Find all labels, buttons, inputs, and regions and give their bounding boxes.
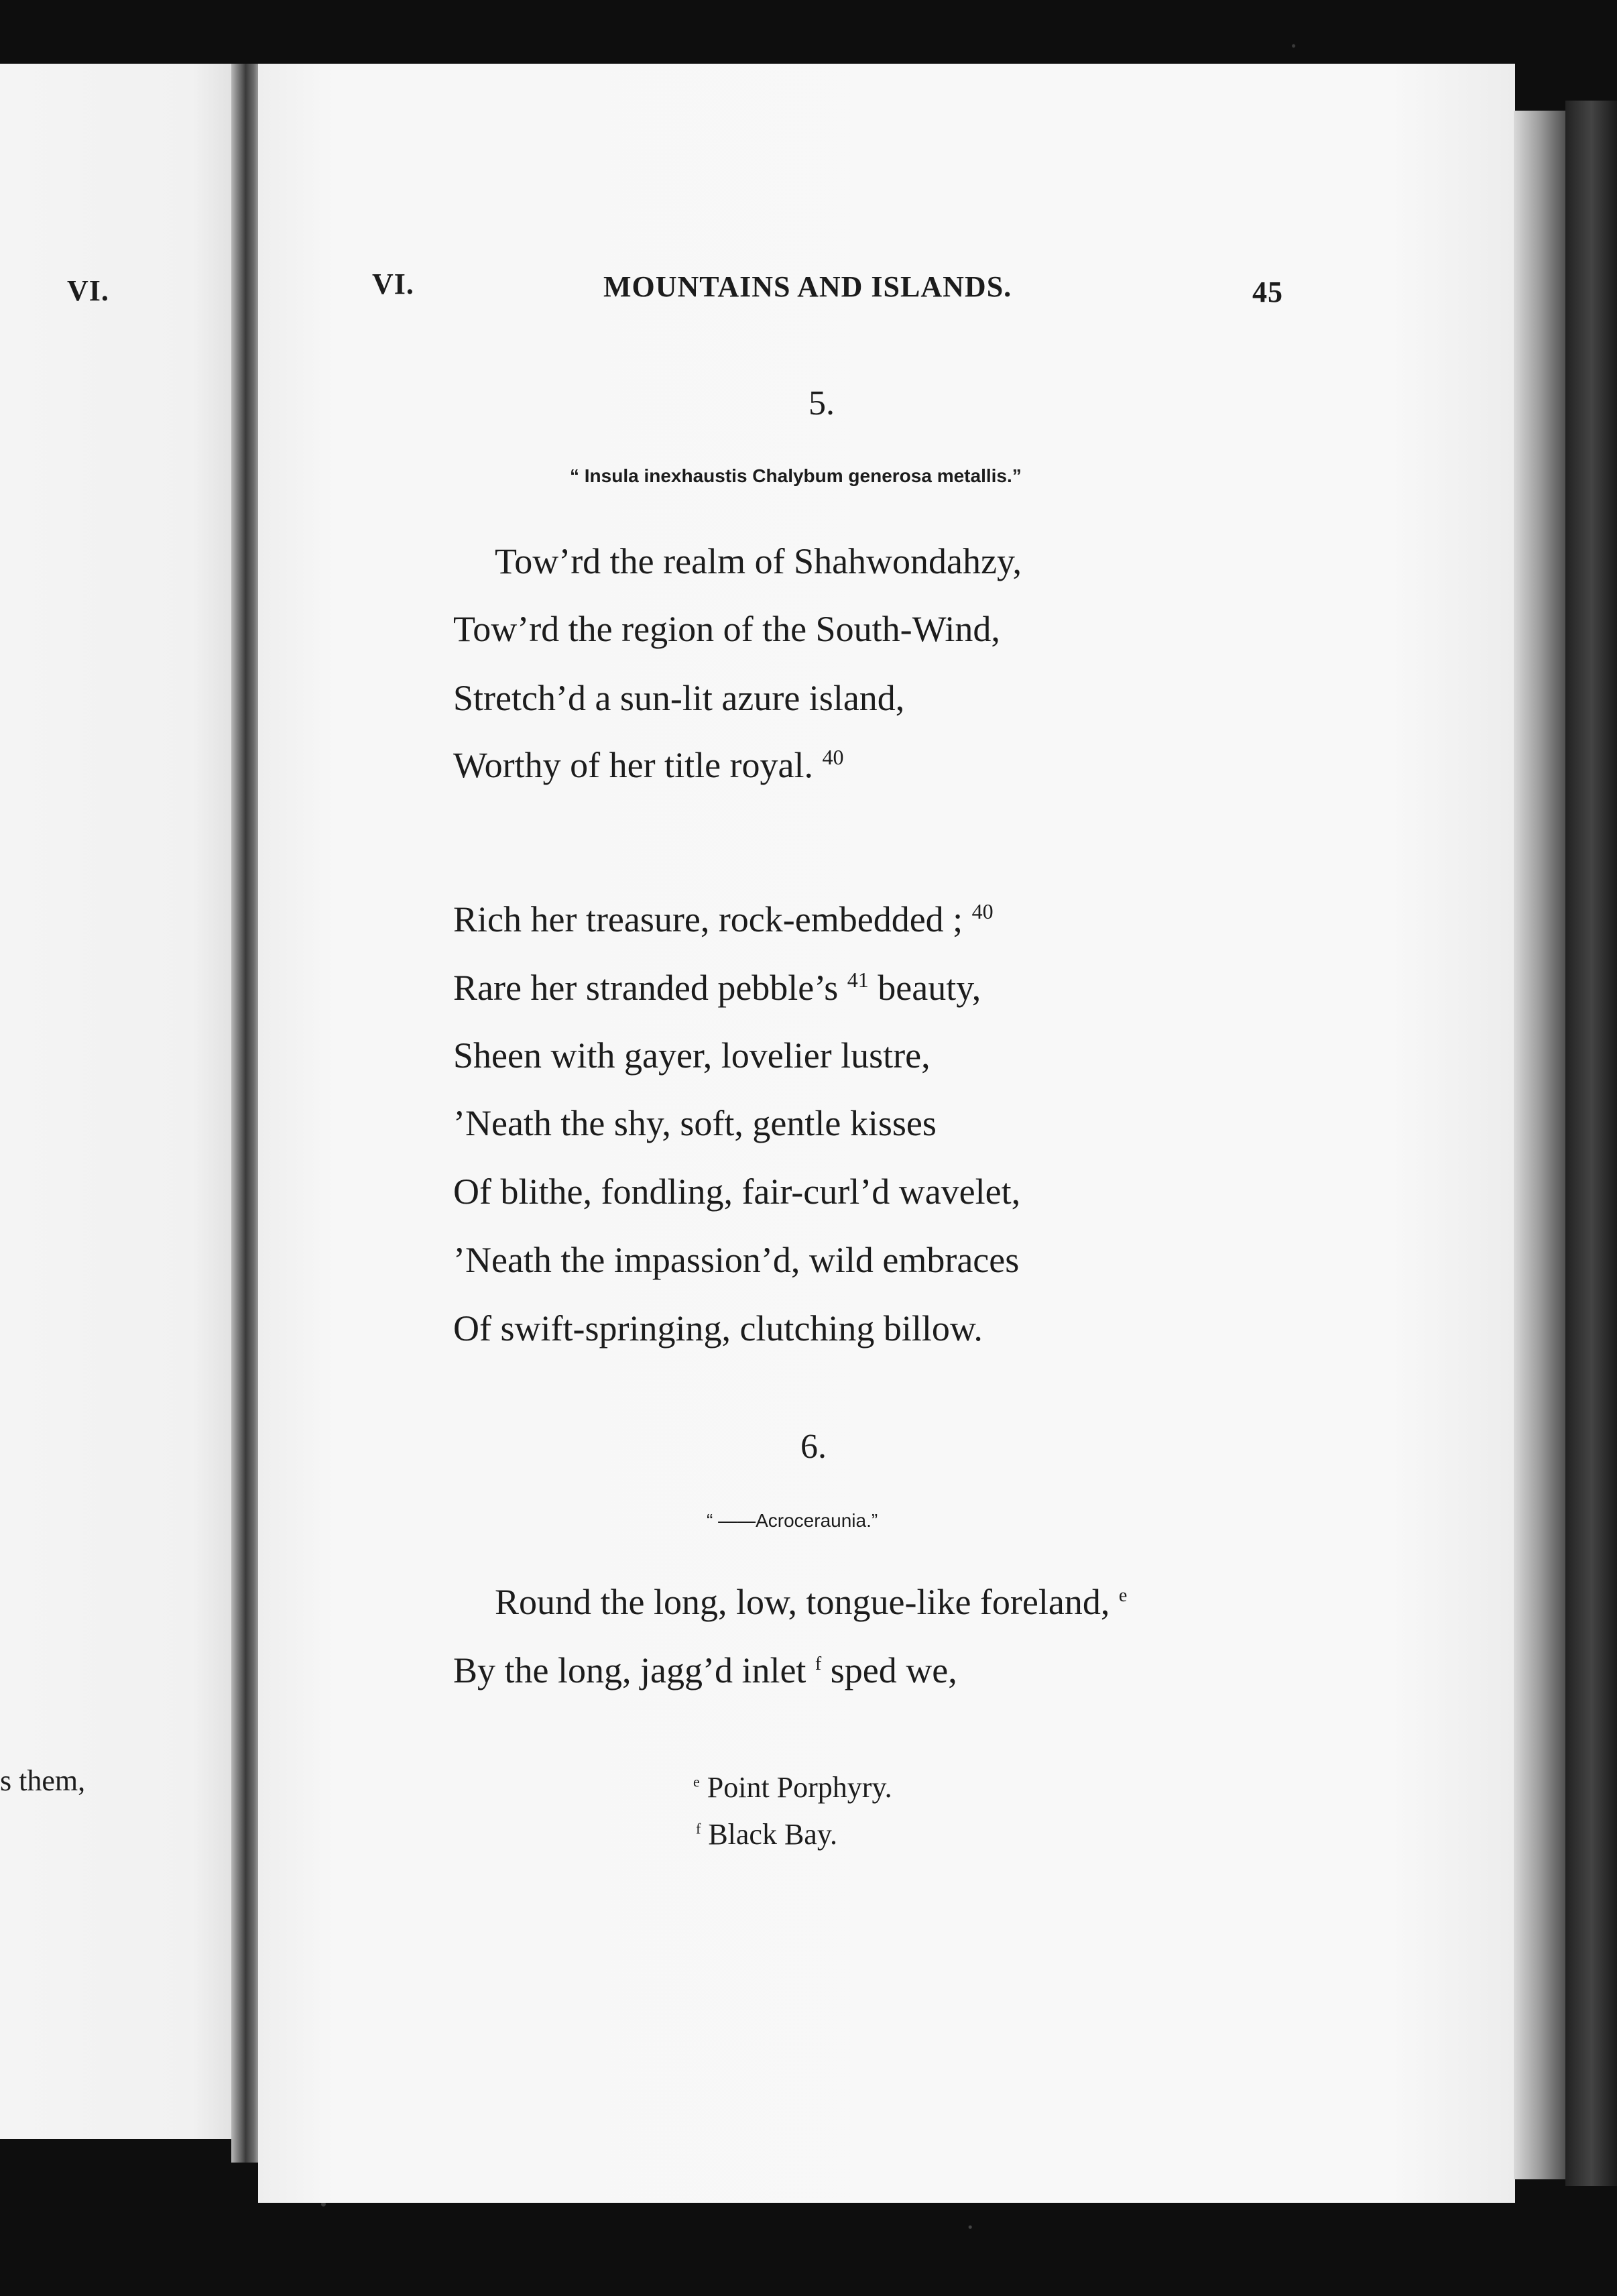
- poem-line: ’Neath the impassion’d, wild embraces: [453, 1240, 1020, 1280]
- poem-line: Rich her treasure, rock-embedded ; $^{40}$: [453, 899, 994, 939]
- poem-line: Of swift-springing, clutching billow.: [453, 1308, 983, 1348]
- section-6-epigraph: “ ——Acroceraunia.”: [707, 1510, 878, 1531]
- poem-line: Stretch’d a sun-lit azure island,: [453, 678, 905, 718]
- page-number: 45: [1252, 276, 1283, 308]
- footnote: $^f$ Black Bay.: [696, 1818, 837, 1851]
- poem-line: Rare her stranded pebble’s $^{41}$ beauty,: [453, 968, 981, 1008]
- section-6-number: 6.: [800, 1428, 827, 1466]
- footnote-reference: e: [1118, 1585, 1128, 1606]
- poem-line: Tow’rd the region of the South-Wind,: [453, 609, 1000, 649]
- note-reference: 40: [822, 745, 844, 769]
- left-page-fragment: s them,: [0, 1764, 86, 1797]
- note-reference: 41: [847, 968, 869, 992]
- footnote-reference: f: [815, 1654, 822, 1674]
- poem-line: Tow’rd the realm of Shahwondahzy,: [495, 541, 1022, 581]
- poem-line: Sheen with gayer, lovelier lustre,: [453, 1035, 931, 1076]
- note-reference: 40: [971, 899, 994, 923]
- poem-line: Worthy of her title royal. $^{40}$: [453, 745, 844, 785]
- footnote-mark: e: [693, 1773, 700, 1790]
- poem-line: ’Neath the shy, soft, gentle kisses: [453, 1103, 937, 1143]
- poem-line: By the long, jagg’d inlet $^f$ sped we,: [453, 1650, 957, 1690]
- footnote-mark: f: [696, 1820, 701, 1837]
- left-running-head: VI.: [67, 274, 109, 307]
- section-5-epigraph: “ Insula inexhaustis Chalybum generosa metallis.”: [570, 465, 1022, 486]
- left-page: [0, 64, 241, 2139]
- poem-line: Round the long, low, tongue-like foreland, $^e$: [495, 1582, 1128, 1622]
- book-cover-edge: [1565, 101, 1617, 2186]
- footnote: $^e$ Point Porphyry.: [693, 1771, 892, 1804]
- running-head-section: VI.: [372, 268, 414, 300]
- page-edge: [1514, 111, 1567, 2179]
- section-5-number: 5.: [808, 384, 835, 422]
- running-head-title: MOUNTAINS AND ISLANDS.: [603, 270, 1012, 303]
- poem-line: Of blithe, fondling, fair-curl’d wavelet,: [453, 1171, 1021, 1212]
